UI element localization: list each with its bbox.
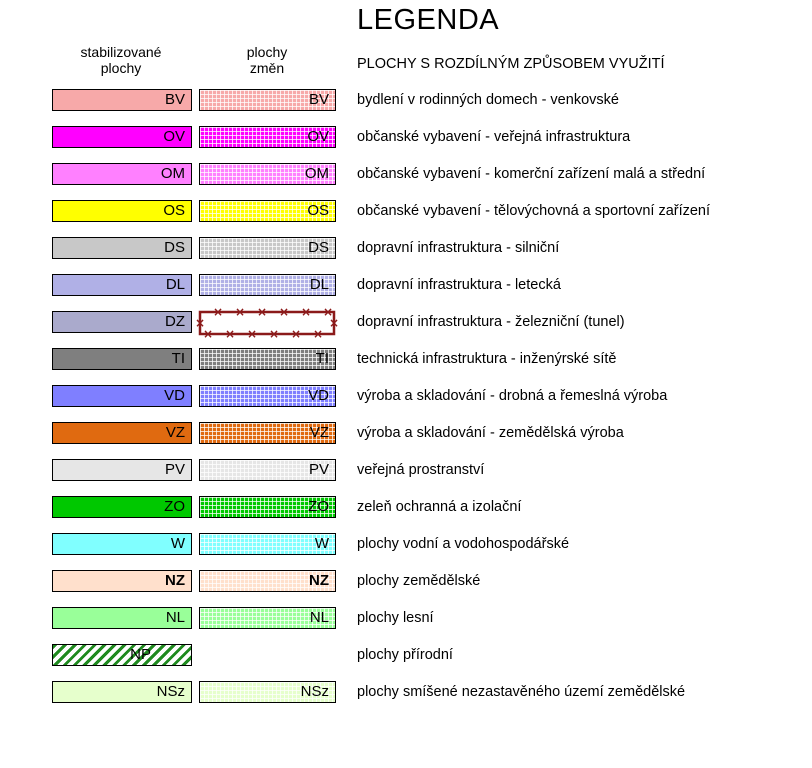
swatch-change xyxy=(199,348,336,370)
swatch-change xyxy=(199,237,336,259)
legend-row xyxy=(0,533,812,555)
swatch-code: ZO xyxy=(308,498,329,515)
column-header-stabilized xyxy=(52,44,190,76)
tunnel-symbol xyxy=(194,305,340,341)
swatch-stabilized xyxy=(52,348,192,370)
legend-row xyxy=(0,126,812,148)
swatch-code: VZ xyxy=(309,424,329,441)
swatch-stabilized xyxy=(52,385,192,407)
legend-description: plochy smíšené nezastavěného území zemědělské xyxy=(357,684,686,700)
legend-description: dopravní infrastruktura - železniční (tunel) xyxy=(357,314,625,330)
swatch-code: NP xyxy=(130,646,151,663)
cross-mark: × xyxy=(268,327,280,341)
swatch-code: TI xyxy=(171,350,185,367)
legend-row xyxy=(0,422,812,444)
cross-mark: × xyxy=(300,305,312,319)
cross-mark: × xyxy=(256,305,268,319)
swatch-stabilized xyxy=(52,533,192,555)
legend-description: plochy přírodní xyxy=(357,647,453,663)
legend-row xyxy=(0,459,812,481)
legend-row xyxy=(0,163,812,185)
swatch-stabilized xyxy=(52,644,192,666)
swatch-code: NSz xyxy=(300,683,329,700)
legend-description: občanské vybavení - veřejná infrastruktura xyxy=(357,129,631,145)
swatch-stabilized xyxy=(52,607,192,629)
swatch-code: OM xyxy=(160,165,185,182)
swatch-code: VZ xyxy=(165,424,185,441)
legend-row xyxy=(0,305,812,341)
legend-description: plochy vodní a vodohospodářské xyxy=(357,536,570,552)
swatch-stabilized xyxy=(52,570,192,592)
swatch-code: NZ xyxy=(309,572,329,589)
swatch-stabilized xyxy=(52,459,192,481)
legend-subtitle: PLOCHY S ROZDÍLNÝM ZPŮSOBEM VYUŽITÍ xyxy=(357,56,665,72)
legend-description: dopravní infrastruktura - letecká xyxy=(357,277,561,293)
legend-description: veřejná prostranství xyxy=(357,462,485,478)
legend-row xyxy=(0,385,812,407)
swatch-change xyxy=(199,533,336,555)
cross-mark: × xyxy=(322,305,334,319)
swatch-stabilized xyxy=(52,200,192,222)
swatch-stabilized xyxy=(52,274,192,296)
legend-description: plochy lesní xyxy=(357,610,434,626)
legend-row xyxy=(0,496,812,518)
swatch-change xyxy=(199,570,336,592)
cross-mark: × xyxy=(246,327,258,341)
cross-mark: × xyxy=(212,305,224,319)
column-header-line: plochy xyxy=(246,44,288,60)
cross-mark: × xyxy=(278,305,290,319)
swatch-code: DZ xyxy=(165,313,185,330)
swatch-change xyxy=(199,459,336,481)
legend-description: dopravní infrastruktura - silniční xyxy=(357,240,560,256)
swatch-code: PV xyxy=(308,461,329,478)
legend-description: bydlení v rodinných domech - venkovské xyxy=(357,92,619,108)
swatch-code: PV xyxy=(164,461,185,478)
swatch-stabilized xyxy=(52,496,192,518)
swatch-change xyxy=(199,496,336,518)
swatch-stabilized xyxy=(52,89,192,111)
legend-row xyxy=(0,274,812,296)
legend-description: technická infrastruktura - inženýrské sítě xyxy=(357,351,617,367)
legend-row xyxy=(0,644,812,666)
cross-mark: × xyxy=(202,327,214,341)
swatch-code: BV xyxy=(308,91,329,108)
swatch-code: VD xyxy=(164,387,185,404)
swatch-code: NSz xyxy=(156,683,185,700)
column-header-line: změn xyxy=(249,60,285,76)
swatch-change xyxy=(199,422,336,444)
swatch-change xyxy=(199,274,336,296)
legend-description: plochy zemědělské xyxy=(357,573,481,589)
swatch-code: OV xyxy=(307,128,329,145)
legend-row xyxy=(0,348,812,370)
swatch-code: W xyxy=(170,535,185,552)
swatch-change xyxy=(199,200,336,222)
swatch-stabilized xyxy=(52,237,192,259)
swatch-code: DS xyxy=(164,239,185,256)
legend-description: občanské vybavení - komerční zařízení malá a střední xyxy=(357,166,706,182)
legend-row xyxy=(0,681,812,703)
legend-description: zeleň ochranná a izolační xyxy=(357,499,522,515)
swatch-code: NZ xyxy=(165,572,185,589)
swatch-code: VD xyxy=(308,387,329,404)
swatch-code: OS xyxy=(163,202,185,219)
legend-description: občanské vybavení - tělovýchovná a sportovní zařízení xyxy=(357,203,711,219)
swatch-change xyxy=(199,385,336,407)
column-header-line: plochy xyxy=(100,60,142,76)
legend-row xyxy=(0,89,812,111)
cross-mark: × xyxy=(312,327,324,341)
legend-description: výroba a skladování - drobná a řemeslná výroba xyxy=(357,388,668,404)
swatch-code: W xyxy=(314,535,329,552)
swatch-change xyxy=(199,681,336,703)
legend-row xyxy=(0,570,812,592)
column-header-changes xyxy=(199,44,335,76)
cross-mark: × xyxy=(224,327,236,341)
swatch-code: NL xyxy=(309,609,329,626)
swatch-code: OS xyxy=(307,202,329,219)
swatch-code: DS xyxy=(308,239,329,256)
swatch-stabilized xyxy=(52,163,192,185)
legend-description: výroba a skladování - zemědělská výroba xyxy=(357,425,624,441)
cross-mark: × xyxy=(234,305,246,319)
swatch-change xyxy=(199,89,336,111)
swatch-code: DL xyxy=(165,276,185,293)
legend-title: LEGENDA xyxy=(357,4,500,36)
swatch-code: BV xyxy=(164,91,185,108)
swatch-stabilized xyxy=(52,126,192,148)
swatch-change xyxy=(199,163,336,185)
swatch-change xyxy=(199,607,336,629)
cross-mark: × xyxy=(290,327,302,341)
cross-mark: × xyxy=(328,316,340,330)
legend-row xyxy=(0,237,812,259)
swatch-code: DL xyxy=(309,276,329,293)
legend-row xyxy=(0,200,812,222)
legend-row xyxy=(0,607,812,629)
swatch-code: ZO xyxy=(164,498,185,515)
swatch-code: OM xyxy=(304,165,329,182)
swatch-code: OV xyxy=(163,128,185,145)
swatch-code: NL xyxy=(165,609,185,626)
cross-mark: × xyxy=(194,316,206,330)
swatch-code: TI xyxy=(315,350,329,367)
swatch-stabilized xyxy=(52,422,192,444)
swatch-stabilized xyxy=(52,681,192,703)
swatch-stabilized xyxy=(52,311,192,333)
swatch-change xyxy=(199,126,336,148)
column-header-line: stabilizované xyxy=(80,44,162,60)
